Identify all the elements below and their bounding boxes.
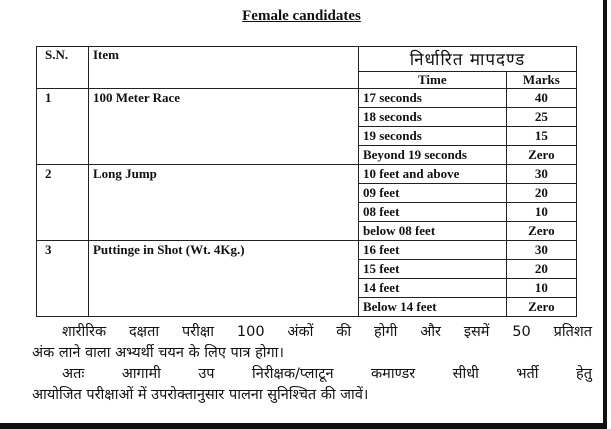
group-sn: 2: [37, 165, 89, 241]
note-line: आयोजित परीक्षाओं में उपरोक्तानुसार पालना सुनिश्चित की जावें।: [32, 387, 369, 403]
time-cell: 17 seconds: [358, 89, 506, 108]
marks-cell: 20: [506, 260, 576, 279]
group-item: Puttinge in Shot (Wt. 4Kg.): [88, 241, 358, 317]
time-cell: 16 feet: [358, 241, 506, 260]
time-cell: 14 feet: [358, 279, 506, 298]
time-cell: 08 feet: [358, 203, 506, 222]
time-cell: below 08 feet: [358, 222, 506, 241]
page-title: Female candidates: [242, 8, 361, 24]
marks-cell: Zero: [506, 222, 576, 241]
marks-cell: Zero: [506, 146, 576, 165]
marks-cell: 20: [506, 184, 576, 203]
marks-cell: 30: [506, 165, 576, 184]
table-header-row: [37, 47, 577, 72]
group-item: 100 Meter Race: [88, 89, 358, 165]
time-cell: 10 feet and above: [358, 165, 506, 184]
time-cell: Beyond 19 seconds: [358, 146, 506, 165]
note-paragraph: [32, 322, 592, 406]
time-cell: 09 feet: [358, 184, 506, 203]
group-item: Long Jump: [88, 165, 358, 241]
marks-cell: 30: [506, 241, 576, 260]
group-sn: 1: [37, 89, 89, 165]
header-norms: निर्धारित मापदण्ड: [358, 47, 576, 72]
note-line: अंक लाने वाला अभ्यर्थी चयन के लिए पात्र होगा।: [32, 345, 284, 361]
time-cell: 19 seconds: [358, 127, 506, 146]
note-line: शारीरिक दक्षता परीक्षा 100 अंकों की होगी और इसमें 50 प्रतिशत: [62, 324, 592, 340]
header-marks: Marks: [506, 72, 576, 89]
marks-cell: 10: [506, 279, 576, 298]
marks-cell: 10: [506, 203, 576, 222]
table-row: [37, 89, 577, 108]
marks-cell: Zero: [506, 298, 576, 317]
marks-cell: 40: [506, 89, 576, 108]
marks-cell: 15: [506, 127, 576, 146]
header-item: Item: [88, 47, 358, 89]
standards-table: [36, 46, 577, 317]
time-cell: 18 seconds: [358, 108, 506, 127]
time-cell: Below 14 feet: [358, 298, 506, 317]
header-sn: S.N.: [37, 47, 89, 89]
note-line: अतः आगामी उप निरीक्षक/प्लाटून कमाण्डर सीधी भर्ती हेतु: [62, 366, 592, 382]
table-row: [37, 241, 577, 260]
time-cell: 15 feet: [358, 260, 506, 279]
marks-cell: 25: [506, 108, 576, 127]
table-row: [37, 165, 577, 184]
header-time: Time: [358, 72, 506, 89]
group-sn: 3: [37, 241, 89, 317]
